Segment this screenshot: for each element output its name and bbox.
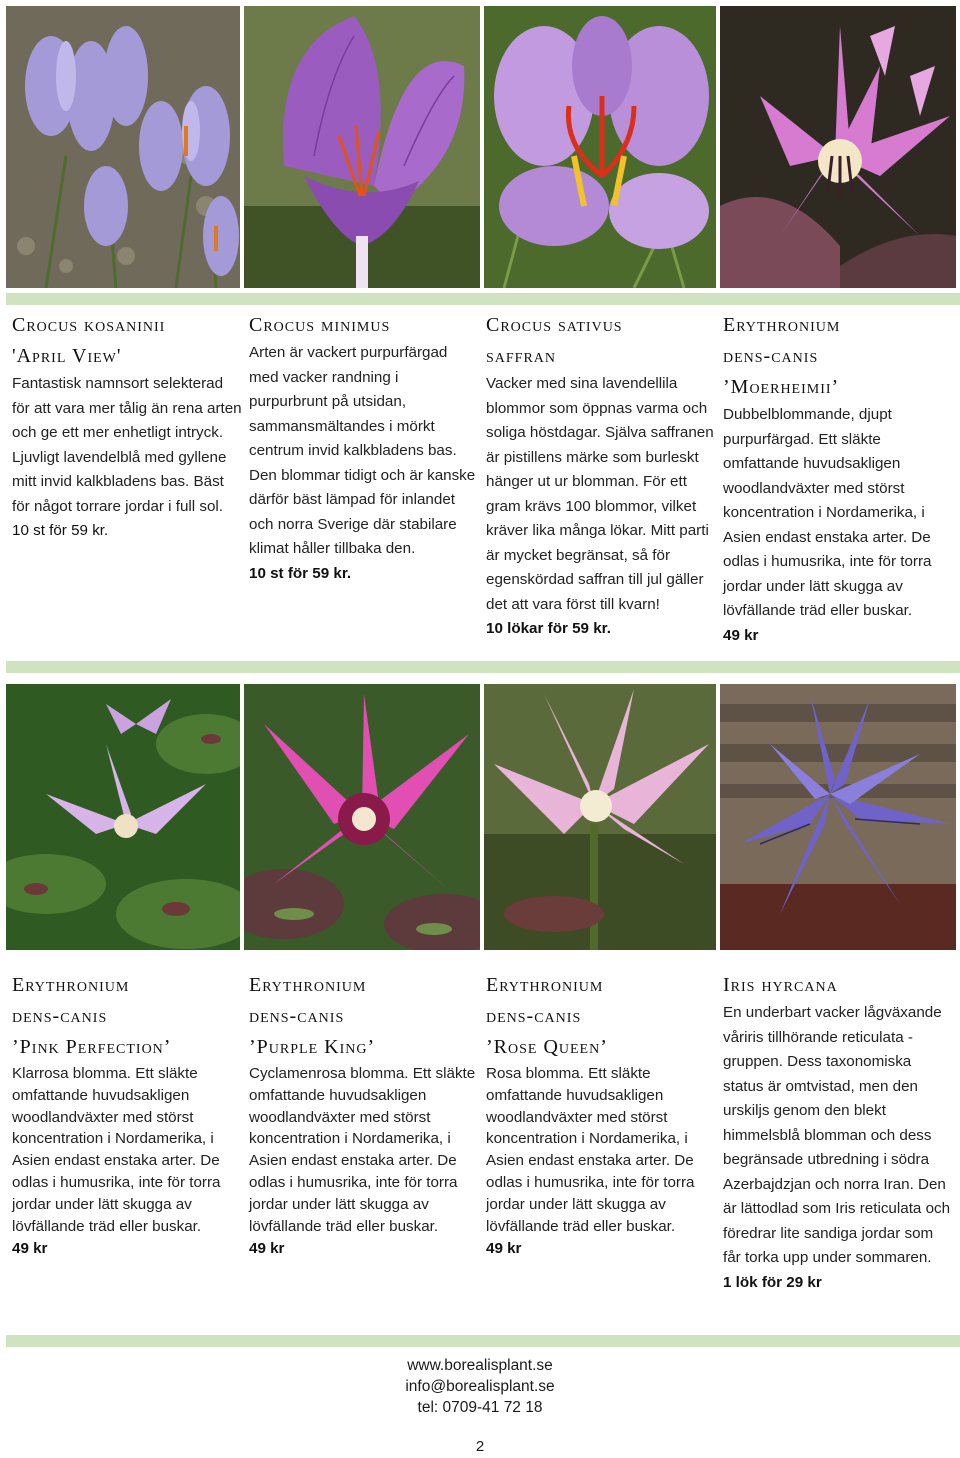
product-crocus-sativus (486, 310, 718, 642)
product-description: Dubbelblommande, djupt purpurfärgad. Ett släkte omfattande huvudsakligen woodlandväxter med störst koncentration i Nordamerika, i Asien endast enstaka arter. De odlas i humusrika, inte för torra jordar under lätt skugga av lövfällande träd eller buskar. (723, 406, 932, 619)
product-erythronium-pink-perfection (12, 970, 244, 1262)
divider-top (6, 293, 960, 305)
product-description: Arten är vackert purpurfärgad med vacker randning i purpurbrunt på utsidan, sammansmältandes i mörkt centrum invid kalkbladens bas. Den blommar tidigt och är kanske därför bäst lämpad för inlandet och norra Sverige där stabilare klimat håller tillbaka den. (249, 344, 476, 557)
product-name-line: Erythronium (249, 974, 367, 996)
top-photo-row (6, 6, 960, 288)
product-price: 10 st för 59 kr. (12, 522, 109, 539)
product-name-line: Erythronium (12, 974, 130, 996)
product-name-line: Erythronium (723, 314, 841, 336)
product-name-line: dens-canis (486, 1005, 582, 1027)
product-name-line: Erythronium (486, 974, 604, 996)
product-price: 49 kr (723, 626, 759, 644)
photo-erythronium-pink-perfection (6, 684, 240, 950)
product-erythronium-rose-queen (486, 970, 718, 1262)
product-erythronium-moerheimii (723, 310, 955, 648)
product-name-line: saffran (486, 345, 557, 367)
email-link[interactable]: info@borealisplant.se (405, 1378, 555, 1395)
photo-crocus-sativus (484, 6, 716, 288)
product-price: 10 lökar för 59 kr. (486, 620, 611, 637)
product-price: 10 st för 59 kr. (249, 564, 352, 582)
product-name-line: ’Rose Queen’ (486, 1036, 608, 1058)
page-number: 2 (475, 1438, 485, 1455)
contact-footer (0, 1355, 960, 1418)
product-description: Vacker med sina lavendellila blommor som öppnas varma och soliga höstdagar. Själva saffranen är pistillens märke som burleskt hänger ut ur blomman. För ett gram krävs 100 blommor, vilket kräver lika många lökar. Mitt parti är mycket begränsat, så för egenskördad saffran till jul gäller det att vara först till kvarn! (486, 375, 714, 613)
product-description: En underbart vacker lågväxande våriris tillhörande reticulata -gruppen. Dess taxonomiska status är omtvistad, men den urskiljs genom den blekt himmelsblå blomman och dess begränsade utbredning i södra Azerbajdzjan och norra Iran. Den är lättodlad som Iris reticulata och föredrar lite sandiga jordar som får torka upp under sommaren. (723, 1004, 951, 1266)
product-price: 1 lök för 29 kr (723, 1273, 822, 1291)
product-name-line: Iris hyrcana (723, 974, 838, 996)
product-name-line: Crocus sativus (486, 314, 623, 336)
product-crocus-kosaninii (12, 310, 244, 544)
photo-crocus-minimus (244, 6, 480, 288)
website-link[interactable]: www.borealisplant.se (407, 1357, 553, 1374)
product-crocus-minimus (249, 310, 481, 586)
product-name-line: Crocus minimus (249, 314, 391, 336)
product-name-line: dens-canis (723, 345, 819, 367)
product-description: Fantastisk namnsort selekterad för att vara mer tålig än rena arten och ge ett mer enhetligt intryck. Ljuvligt lavendelblå med gyllene mitt invid kalkbladens bas. Bäst för något torrare jordar i full sol. (12, 375, 242, 515)
product-name-line: ’Moerheimii’ (723, 376, 840, 398)
photo-iris-hyrcana (720, 684, 956, 950)
product-description: Rosa blomma. Ett släkte omfattande huvudsakligen woodlandväxter med störst koncentration i Nordamerika, i Asien endast enstaka arter. De odlas i humusrika, inte för torra jordar under lätt skugga av lövfällande träd eller buskar. (486, 1065, 695, 1235)
product-description: Cyclamenrosa blomma. Ett släkte omfattande huvudsakligen woodlandväxter med störst koncentration i Nordamerika, i Asien endast enstaka arter. De odlas i humusrika, inte för torra jordar under lätt skugga av lövfällande träd eller buskar. (249, 1065, 476, 1235)
product-price: 49 kr (12, 1240, 48, 1258)
product-name-line: dens-canis (249, 1005, 345, 1027)
divider-bottom (6, 1335, 960, 1347)
photo-erythronium-moerheimii (720, 6, 956, 288)
photo-crocus-kosaninii (6, 6, 240, 288)
bottom-photo-row (6, 684, 960, 950)
photo-erythronium-purple-king (244, 684, 480, 950)
product-name-line: ’Pink Perfection’ (12, 1036, 172, 1058)
product-price: 49 kr (249, 1240, 285, 1258)
product-name-line: Crocus kosaninii (12, 314, 166, 336)
product-price: 49 kr (486, 1240, 522, 1258)
phone-number: tel: 0709-41 72 18 (417, 1399, 543, 1416)
photo-erythronium-rose-queen (484, 684, 716, 950)
divider-middle (6, 661, 960, 673)
product-description: Klarrosa blomma. Ett släkte omfattande huvudsakligen woodlandväxter med störst koncentration i Nordamerika, i Asien endast enstaka arter. De odlas i humusrika, inte för torra jordar under lätt skugga av lövfällande träd eller buskar. (12, 1065, 221, 1235)
product-erythronium-purple-king (249, 970, 481, 1262)
product-name-line: dens-canis (12, 1005, 108, 1027)
product-name-line: ’Purple King’ (249, 1036, 376, 1058)
product-iris-hyrcana (723, 970, 955, 1295)
product-name-line: 'April View' (12, 345, 122, 367)
